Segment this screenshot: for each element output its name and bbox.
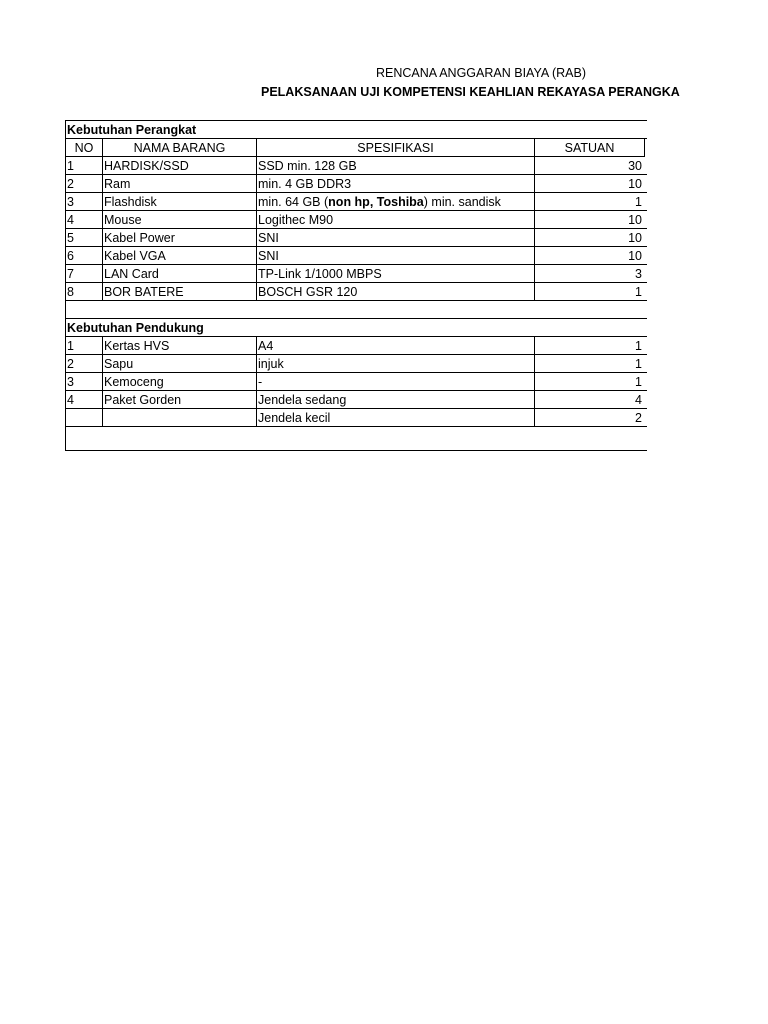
table-row [66, 265, 647, 283]
cell-name: Ram [103, 175, 257, 193]
cell-no: 2 [66, 175, 103, 193]
cell-no: 1 [66, 337, 103, 355]
table-row [66, 337, 647, 355]
table-row [66, 355, 647, 373]
header-spec: SPESIFIKASI [257, 139, 535, 157]
cell-no: 6 [66, 247, 103, 265]
cell-name: Flashdisk [103, 193, 257, 211]
header-no: NO [66, 139, 103, 157]
cell-spec: SNI [257, 229, 535, 247]
table-row [66, 211, 647, 229]
cell-spec: TP-Link 1/1000 MBPS [257, 265, 535, 283]
spec-part-bold: non hp, Toshiba [328, 195, 424, 209]
cell-unit: 1 [535, 337, 647, 355]
cell-unit: 1 [535, 193, 647, 211]
cell-spec: A4 [257, 337, 535, 355]
section-title-perangkat: Kebutuhan Perangkat [66, 121, 647, 139]
cell-spec: SNI [257, 247, 535, 265]
cell-unit: 10 [535, 229, 647, 247]
table-header-row [66, 139, 647, 157]
cell-no: 8 [66, 283, 103, 301]
table-row [66, 391, 647, 409]
section-title-pendukung: Kebutuhan Pendukung [66, 319, 647, 337]
table-row [66, 157, 647, 175]
cell-name: Paket Gorden [103, 391, 257, 409]
table-row [66, 247, 647, 265]
cell-no: 1 [66, 157, 103, 175]
cell-unit: 4 [535, 391, 647, 409]
cell-unit: 10 [535, 211, 647, 229]
cell-unit: 2 [535, 409, 647, 427]
cell-unit: 10 [535, 175, 647, 193]
header-unit: SATUAN [535, 139, 645, 157]
cell-unit: 10 [535, 247, 647, 265]
cell-spec: Jendela sedang [257, 391, 535, 409]
cell-spec: injuk [257, 355, 535, 373]
cell-no: 4 [66, 391, 103, 409]
spec-part-c: ) min. sandisk [423, 195, 501, 209]
cell-no: 3 [66, 193, 103, 211]
cell-name: Kemoceng [103, 373, 257, 391]
cell-unit: 1 [535, 355, 647, 373]
header-name: NAMA BARANG [103, 139, 257, 157]
cell-spec: SSD min. 128 GB [257, 157, 535, 175]
table-row [66, 283, 647, 301]
cell-unit: 30 [535, 157, 647, 175]
document-subtitle: PELAKSANAAN UJI KOMPETENSI KEAHLIAN REKAYASA PERANGKA [261, 85, 680, 99]
table-row [66, 229, 647, 247]
cell-spec: Jendela kecil [257, 409, 535, 427]
cell-unit: 1 [535, 283, 647, 301]
cell-no: 5 [66, 229, 103, 247]
table-row [66, 175, 647, 193]
blank-row [66, 427, 647, 445]
cell-no [66, 409, 103, 427]
cell-name: Mouse [103, 211, 257, 229]
rab-table [65, 120, 647, 451]
cell-name: LAN Card [103, 265, 257, 283]
cell-no: 3 [66, 373, 103, 391]
cell-name: Sapu [103, 355, 257, 373]
cell-spec: BOSCH GSR 120 [257, 283, 535, 301]
cell-name: Kertas HVS [103, 337, 257, 355]
cell-unit: 1 [535, 373, 647, 391]
cell-spec: - [257, 373, 535, 391]
cell-spec: min. 4 GB DDR3 [257, 175, 535, 193]
cell-spec: Logithec M90 [257, 211, 535, 229]
cell-no: 4 [66, 211, 103, 229]
table-row [66, 373, 647, 391]
cell-name: Kabel VGA [103, 247, 257, 265]
spec-part-a: min. 64 GB ( [258, 195, 329, 209]
table-row [66, 409, 647, 427]
cell-name: HARDISK/SSD [103, 157, 257, 175]
cell-unit: 3 [535, 265, 647, 283]
cell-no: 2 [66, 355, 103, 373]
table-row [66, 193, 647, 211]
document-title: RENCANA ANGGARAN BIAYA (RAB) [376, 66, 587, 80]
blank-row [66, 301, 647, 319]
cell-spec [257, 193, 535, 211]
cell-no: 7 [66, 265, 103, 283]
cell-name: Kabel Power [103, 229, 257, 247]
cell-name [103, 409, 257, 427]
cell-name: BOR BATERE [103, 283, 257, 301]
